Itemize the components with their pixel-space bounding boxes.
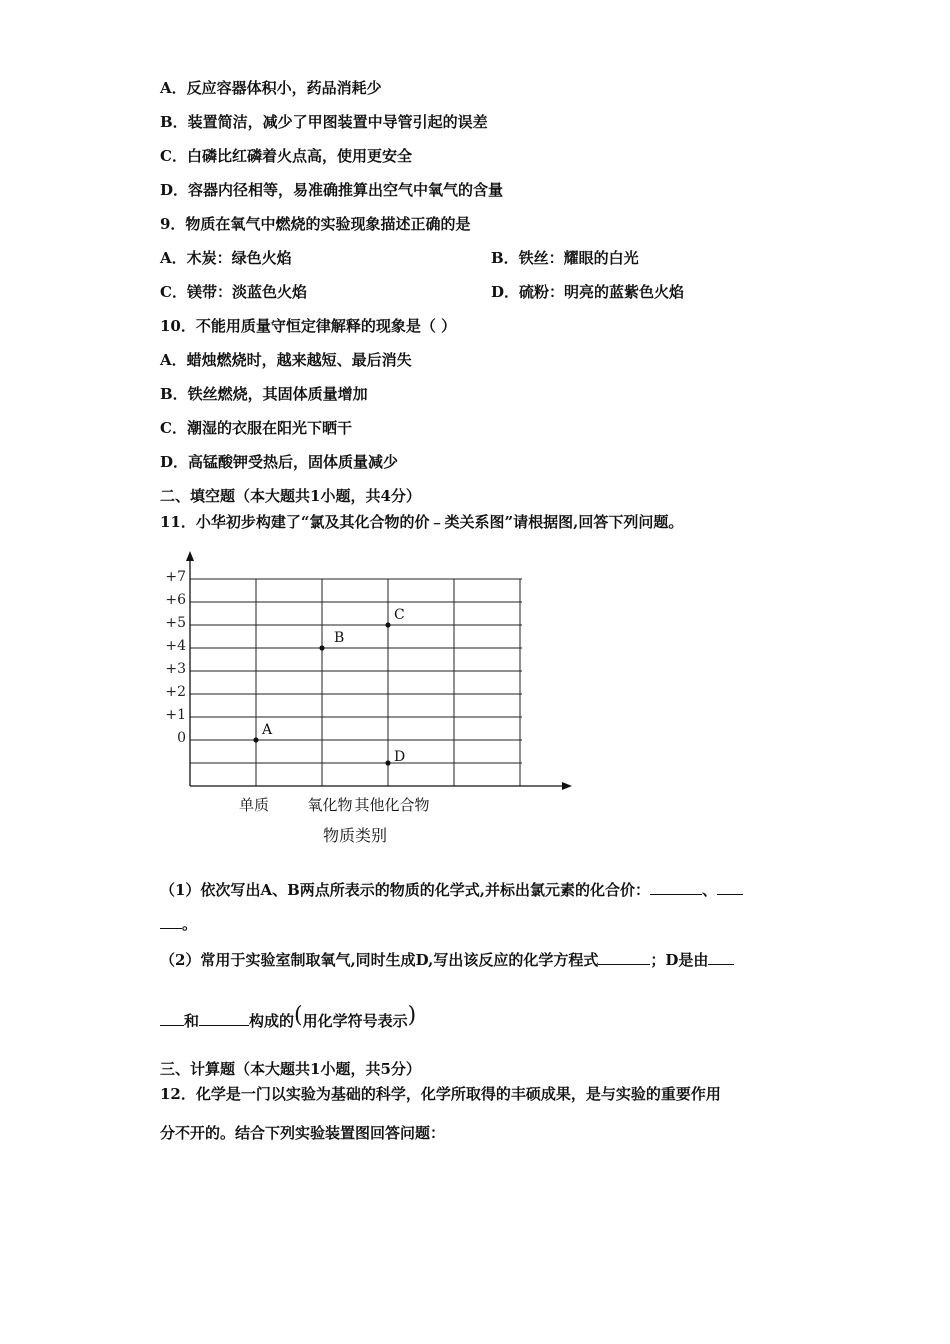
chart-y-ticks [165, 569, 186, 746]
q10-option-a: A．蜡烛燃烧时，越来越短、最后消失 [160, 351, 412, 369]
x-tick-label: 单质 [238, 796, 270, 814]
q8-option-d: D．容器内径相等，易准确推算出空气中氧气的含量 [160, 181, 504, 199]
q9-option-a: A．木炭：绿色火焰 [160, 249, 292, 267]
q10-stem: 10．不能用质量守恒定律解释的现象是（ ） [160, 317, 457, 335]
q11-sub2-blank-1a[interactable] [708, 950, 734, 965]
y-tick-label: +3 [165, 661, 186, 677]
y-tick-label: 0 [177, 730, 186, 746]
q11-sub2-symbol-note: 用化学符号表示 [302, 1012, 408, 1030]
point-label-b: B [334, 630, 345, 646]
q12-line-2: 分不开的。结合下列实验装置图回答问题： [160, 1124, 446, 1142]
q11-sub1-period: 。 [182, 915, 198, 933]
y-tick-label: +1 [165, 707, 186, 723]
q11-sub1-blank-2b[interactable] [160, 914, 182, 929]
q11-sub2-equation-blank[interactable] [598, 950, 650, 965]
q11-stem: 11．小华初步构建了“氯及其化合物的价﹣类关系图”请根据图,回答下列问题。 [160, 513, 684, 531]
y-tick-label: +4 [165, 638, 186, 654]
q10-option-b: B．铁丝燃烧，其固体质量增加 [160, 385, 368, 403]
q11-sub1 [160, 880, 743, 900]
y-tick-label: +7 [165, 569, 186, 585]
section-3-heading: 三、计算题（本大题共1小题，共5分） [160, 1060, 421, 1078]
chart-grid [190, 579, 522, 786]
q9-option-c: C．镁带：淡蓝色火焰 [160, 283, 307, 301]
q9-option-d: D．硫粉：明亮的蓝紫色火焰 [491, 283, 685, 301]
section-2-heading: 二、填空题（本大题共1小题，共4分） [160, 487, 421, 505]
q9-stem: 9．物质在氧气中燃烧的实验现象描述正确的是 [160, 215, 471, 233]
chart-points [253, 607, 405, 766]
q11-sub2-and: 和 [184, 1012, 200, 1030]
q8-option-c: C．白磷比红磷着火点高，使用更安全 [160, 147, 412, 165]
q11-sub2-text: （2）常用于实验室制取氧气,同时生成D,写出该反应的化学方程式 [160, 951, 599, 969]
point-label-c: C [394, 607, 405, 623]
chart-x-ticks [239, 796, 430, 814]
point-label-a: A [262, 722, 273, 738]
q10-option-c: C．潮湿的衣服在阳光下晒干 [160, 419, 352, 437]
chart-x-label: 物质类别 [322, 826, 388, 845]
q11-sub2-composed: 构成的 [249, 1012, 295, 1030]
valence-class-chart [150, 545, 610, 855]
q12-line-1: 12．化学是一门以实验为基础的科学，化学所取得的丰硕成果，是与实验的重要作用 [160, 1085, 721, 1103]
q11-sub2-text-b: ；D是由 [650, 951, 709, 969]
y-tick-label: +6 [165, 592, 186, 608]
q11-sub1-blank-1[interactable] [650, 880, 702, 895]
q11-sub1-separator: 、 [701, 881, 717, 899]
q11-sub2 [160, 950, 734, 970]
point-d [385, 760, 390, 765]
x-tick-label: 其他化合物 [354, 796, 430, 814]
x-tick-label: 氧化物 [307, 796, 353, 814]
q11-sub1-cont [160, 914, 197, 934]
point-b [319, 645, 324, 650]
q8-option-b: B．装置简洁，减少了甲图装置中导管引起的误差 [160, 113, 488, 131]
x-axis-arrow [562, 782, 572, 790]
q8-option-a: A．反应容器体积小，药品消耗少 [160, 79, 382, 97]
q11-sub1-text: （1）依次写出A、B两点所表示的物质的化学式,并标出氯元素的化合价： [160, 881, 650, 899]
q10-option-d: D．高锰酸钾受热后，固体质量减少 [160, 453, 399, 471]
q11-sub2-blank-1b[interactable] [160, 1011, 184, 1026]
point-a [253, 737, 258, 742]
q11-left-paren: ( [294, 1003, 303, 1028]
q9-option-b: B．铁丝：耀眼的白光 [491, 249, 639, 267]
y-axis-arrow [186, 551, 194, 561]
y-tick-label: +2 [165, 684, 186, 700]
q11-sub2-cont [160, 1003, 417, 1031]
q11-sub2-blank-2[interactable] [199, 1011, 249, 1026]
y-tick-label: +5 [165, 615, 186, 631]
point-label-d: D [394, 749, 406, 765]
q11-sub1-blank-2a[interactable] [717, 880, 743, 895]
point-c [385, 622, 390, 627]
q11-right-paren: ) [407, 1003, 417, 1028]
